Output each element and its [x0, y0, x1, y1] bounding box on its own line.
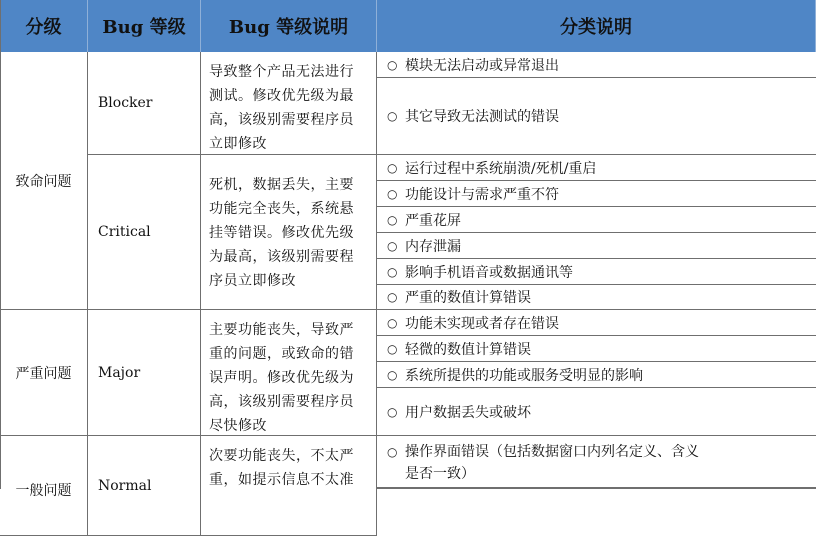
bullet-icon: ○: [387, 186, 398, 201]
list-item: [377, 233, 816, 259]
list-item: [377, 259, 816, 285]
list-item-text: 用户数据丢失或破坏: [405, 404, 531, 421]
list-item: [377, 388, 816, 436]
level-major: Major: [88, 310, 201, 436]
level-blocker: Blocker: [88, 52, 201, 155]
description-blocker: 导致整个产品无法进行测试。修改优先级为最高，该级别需要程序员立即修改: [201, 52, 377, 155]
level-critical: Critical: [88, 155, 201, 310]
bullet-icon: ○: [387, 341, 398, 356]
list-item-text: 操作界面错误（包括数据窗口内列名定义、含义是否一致）: [405, 444, 699, 482]
header-bug-level: Bug 等级: [88, 0, 201, 52]
list-item-text: 严重花屏: [405, 212, 461, 229]
header-bug-level-description: Bug 等级说明: [201, 0, 377, 52]
bullet-icon: ○: [387, 238, 398, 253]
list-item: [377, 310, 816, 336]
description-major: 主要功能丧失，导致严重的问题，或致命的错误声明。修改优先级为高，该级别需要程序员尽快修改: [201, 310, 377, 436]
bullet-icon: ○: [387, 367, 398, 382]
list-item: [377, 436, 816, 488]
list-item-text: 功能设计与需求严重不符: [405, 186, 559, 203]
bullet-icon: ○: [387, 290, 398, 304]
list-item: [377, 181, 816, 207]
bullet-icon: ○: [387, 404, 398, 419]
bullet-icon: ○: [387, 264, 398, 279]
table-left-border: [0, 0, 1, 489]
bullet-icon: ○: [387, 57, 398, 72]
list-item-text: 严重的数值计算错误: [405, 290, 531, 306]
level-normal: Normal: [88, 436, 201, 536]
list-item: [377, 155, 816, 181]
description-critical: 死机，数据丢失，主要功能完全丧失，系统悬挂等错误。修改优先级为最高，该级别需要程序员立即修改: [201, 155, 377, 310]
list-item-text: 模块无法启动或异常退出: [405, 57, 559, 74]
list-item: [377, 207, 816, 233]
bullet-icon: ○: [387, 109, 398, 123]
category-serious: 严重问题: [0, 310, 88, 436]
category-fatal: 致命问题: [0, 52, 88, 310]
category-general: 一般问题: [0, 436, 88, 536]
list-item: [377, 362, 816, 388]
list-item-divider: [377, 488, 816, 489]
list-item: [377, 52, 816, 78]
list-item-text: 其它导致无法测试的错误: [405, 109, 559, 125]
list-item-text: 影响手机语音或数据通讯等: [405, 264, 573, 281]
header-classification-description: 分类说明: [377, 0, 816, 52]
list-item-text: 运行过程中系统崩溃/死机/重启: [405, 160, 597, 177]
bullet-icon: ○: [387, 445, 398, 459]
list-item-text: 内存泄漏: [405, 238, 461, 255]
bullet-icon: ○: [387, 315, 398, 330]
header-category: 分级: [0, 0, 88, 52]
list-item-text: 轻微的数值计算错误: [405, 341, 531, 358]
list-item-text: 功能未实现或者存在错误: [405, 315, 559, 332]
bullet-icon: ○: [387, 160, 398, 175]
list-item: [377, 336, 816, 362]
list-item-text: 系统所提供的功能或服务受明显的影响: [405, 367, 643, 384]
list-item: [377, 78, 816, 155]
description-normal: 次要功能丧失，不太严重，如提示信息不太准: [201, 436, 377, 536]
bullet-icon: ○: [387, 212, 398, 227]
list-item: [377, 285, 816, 310]
